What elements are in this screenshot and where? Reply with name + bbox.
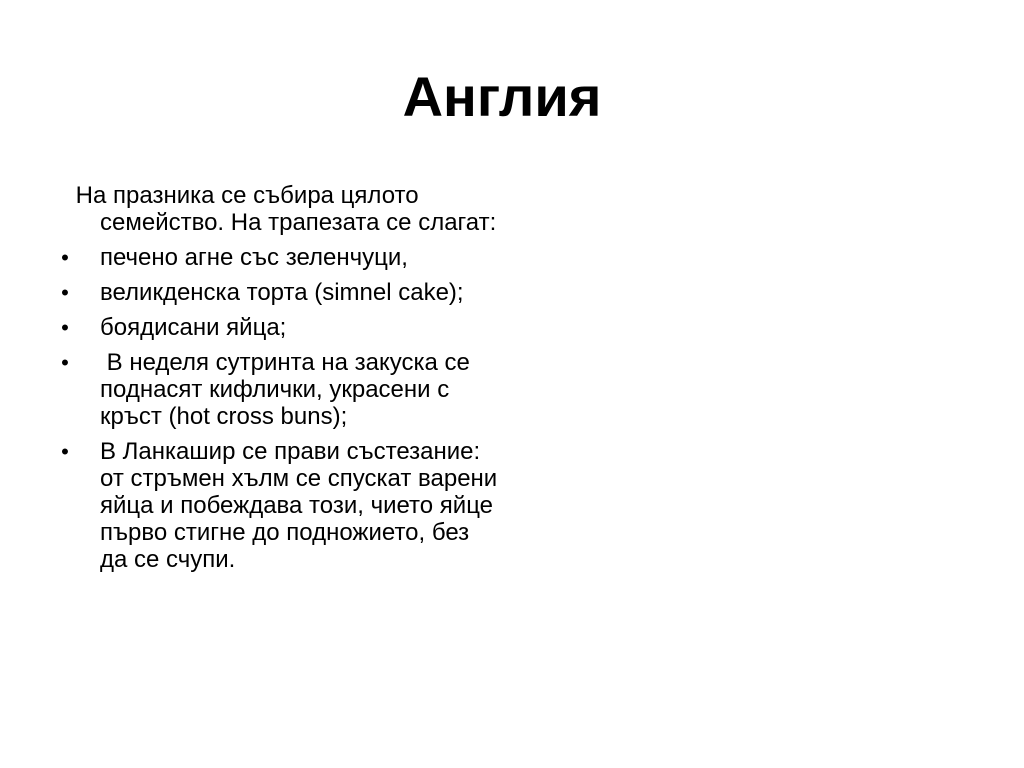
list-item: [55, 349, 500, 430]
list-item: [55, 314, 500, 341]
list-item-text: боядисани яйца;: [100, 314, 287, 341]
bullet-icon: •: [61, 280, 69, 305]
list-item: [55, 438, 500, 573]
intro-paragraph: На празника се събира цялото семейство. На трапезата се слагат:: [69, 182, 497, 236]
list-item-text: В неделя сутринта на закуска се поднасят кифлички, украсени с кръст (hot cross buns);: [100, 349, 477, 430]
bullet-icon: •: [61, 315, 69, 340]
slide-title: Англия: [402, 65, 602, 128]
slide-content: [55, 182, 500, 581]
bullet-icon: •: [61, 245, 69, 270]
list-item-text: В Ланкашир се прави състезание: от стръмен хълм се спускат варени яйца и побеждава този, чието яйце първо стигне до подножието, без да се счупи.: [100, 438, 498, 573]
list-item-text: печено агне със зеленчуци,: [100, 244, 408, 271]
list-item: [55, 244, 500, 271]
list-item-text: великденска торта (simnel cake);: [100, 279, 464, 306]
bullet-icon: •: [61, 439, 69, 464]
bullet-icon: •: [61, 350, 69, 375]
list-item: [55, 279, 500, 306]
